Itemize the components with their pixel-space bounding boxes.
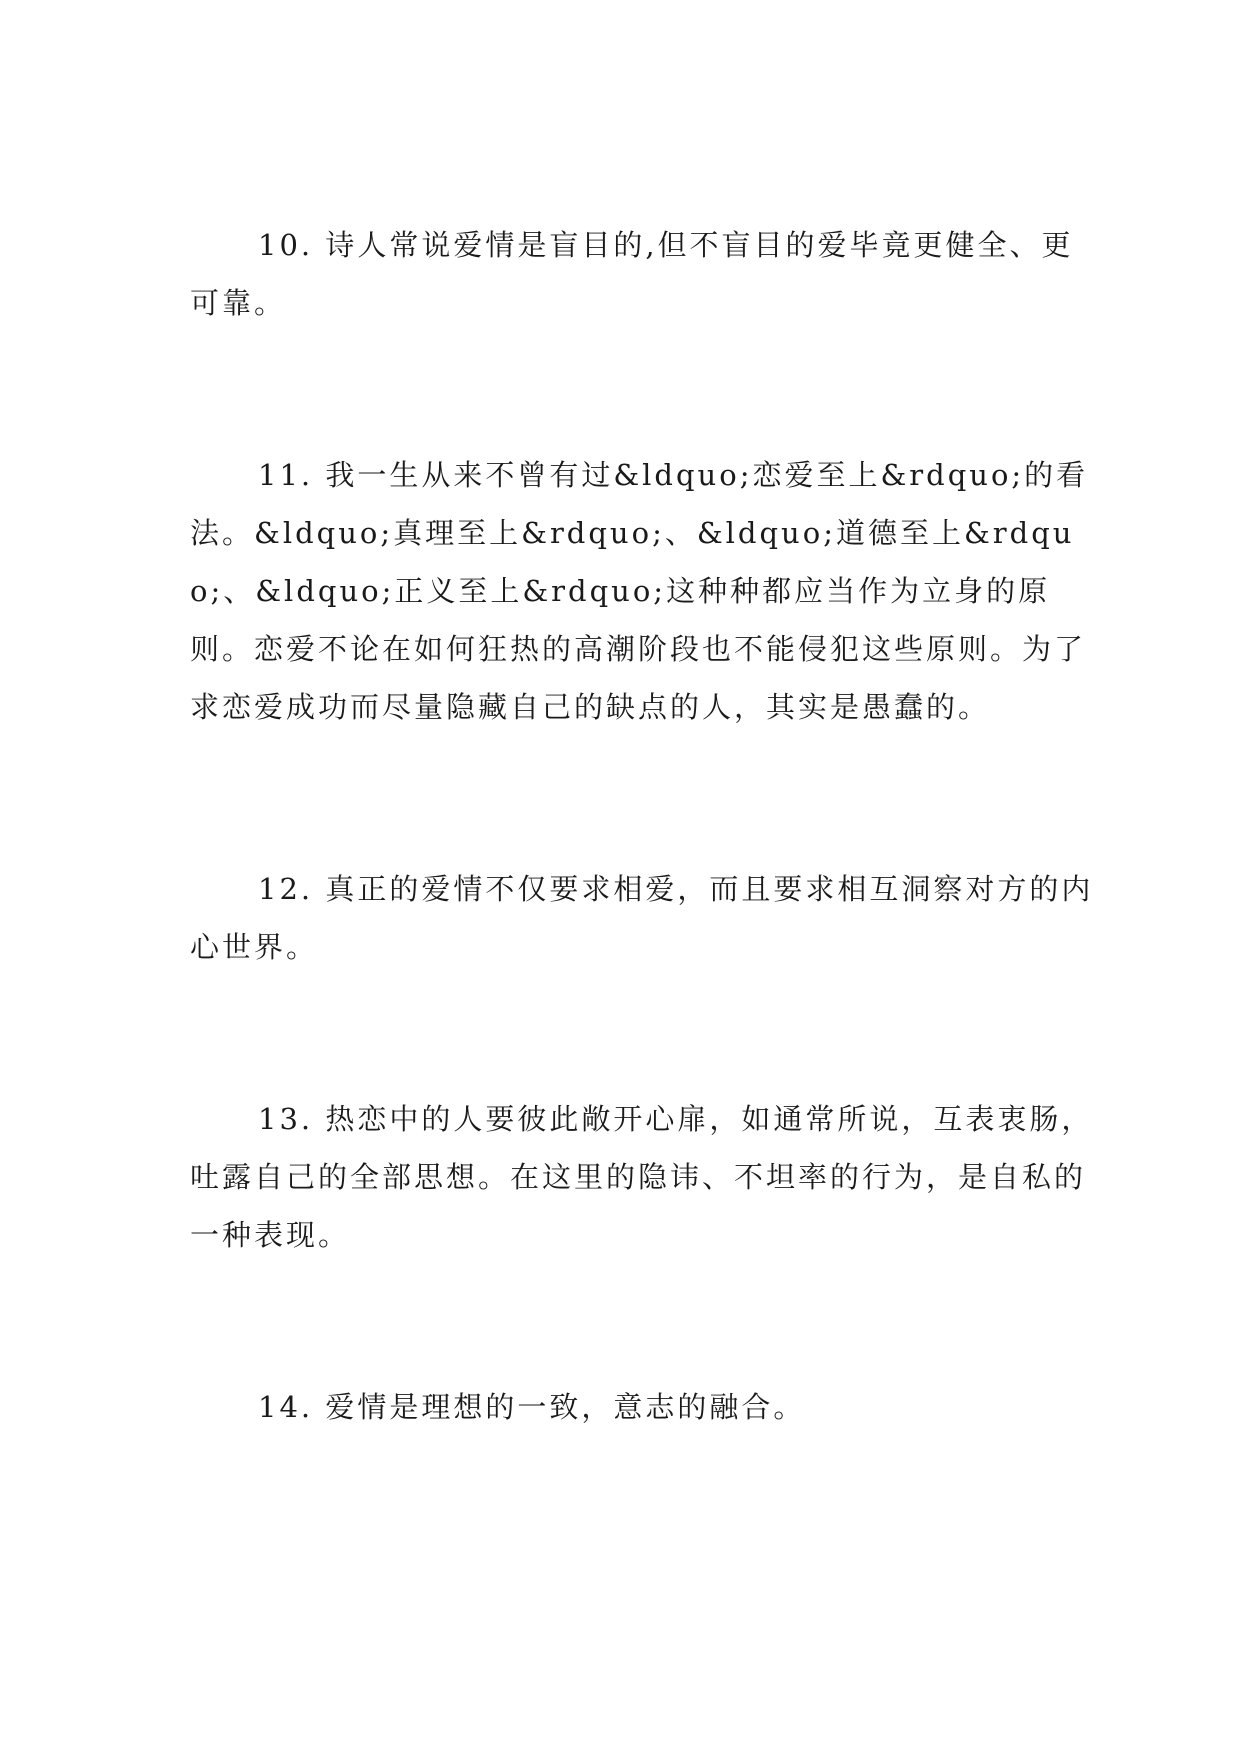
paragraph-10: 10. 诗人常说爱情是盲目的,但不盲目的爱毕竟更健全、更可靠。: [190, 228, 1074, 320]
paragraph-13: 13. 热恋中的人要彼此敞开心扉，如通常所说，互表衷肠，吐露自己的全部思想。在这里的隐讳、不坦率的行为，是自私的一种表现。: [190, 1102, 1094, 1252]
paragraph-12: 12. 真正的爱情不仅要求相爱，而且要求相互洞察对方的内心世界。: [190, 872, 1094, 964]
paragraph-14: 14. 爱情是理想的一致，意志的融合。: [258, 1390, 806, 1424]
paragraph-11: 11. 我一生从来不曾有过&ldquo;恋爱至上&rdquo;的看法。&ldquo;真理至上&rdquo;、&ldquo;道德至上&rdquo;、&ldquo;正义至上&rdquo;这种种都应当作为立身的原则。恋爱不论在如何狂热的高潮阶段也不能侵犯这些原则。为了求恋爱成功而尽量隐藏自己的缺点的人，其实是愚蠢的。: [190, 458, 1089, 724]
